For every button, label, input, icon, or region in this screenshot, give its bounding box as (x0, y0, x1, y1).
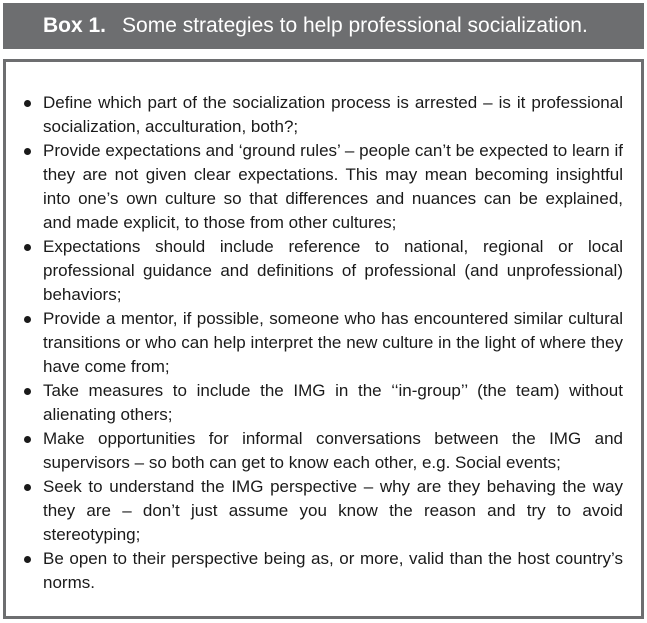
box-label: Box 1. (43, 14, 107, 37)
list-item: Provide a mentor, if possible, someone who has encountered similar cultural transitions or who can help interpret the new culture in the light of where they have come from; (24, 307, 623, 379)
strategy-list (24, 91, 623, 595)
list-item: Take measures to include the IMG in the ‘‘in-group’’ (the team) without alienating others; (24, 379, 623, 427)
box-header (3, 3, 644, 49)
list-item: Define which part of the socialization process is arrested – is it professional socialization, acculturation, both?; (24, 91, 623, 139)
list-item: Make opportunities for informal conversations between the IMG and supervisors – so both can get to know each other, e.g. Social events; (24, 427, 623, 475)
box-content (3, 59, 644, 619)
box-title: Some strategies to help professional socialization. (122, 14, 588, 37)
list-item: Provide expectations and ‘ground rules’ – people can’t be expected to learn if they are not given clear expectations. This may mean becoming insightful into one’s own culture so that differences and nuances can be explained, and made explicit, to those from other cultures; (24, 139, 623, 235)
list-item: Be open to their perspective being as, or more, valid than the host country’s norms. (24, 547, 623, 595)
list-item: Seek to understand the IMG perspective – why are they behaving the way they are – don’t just assume you know the reason and try to avoid stereotyping; (24, 475, 623, 547)
list-item: Expectations should include reference to national, regional or local professional guidance and definitions of professional (and unprofessional) behaviors; (24, 235, 623, 307)
